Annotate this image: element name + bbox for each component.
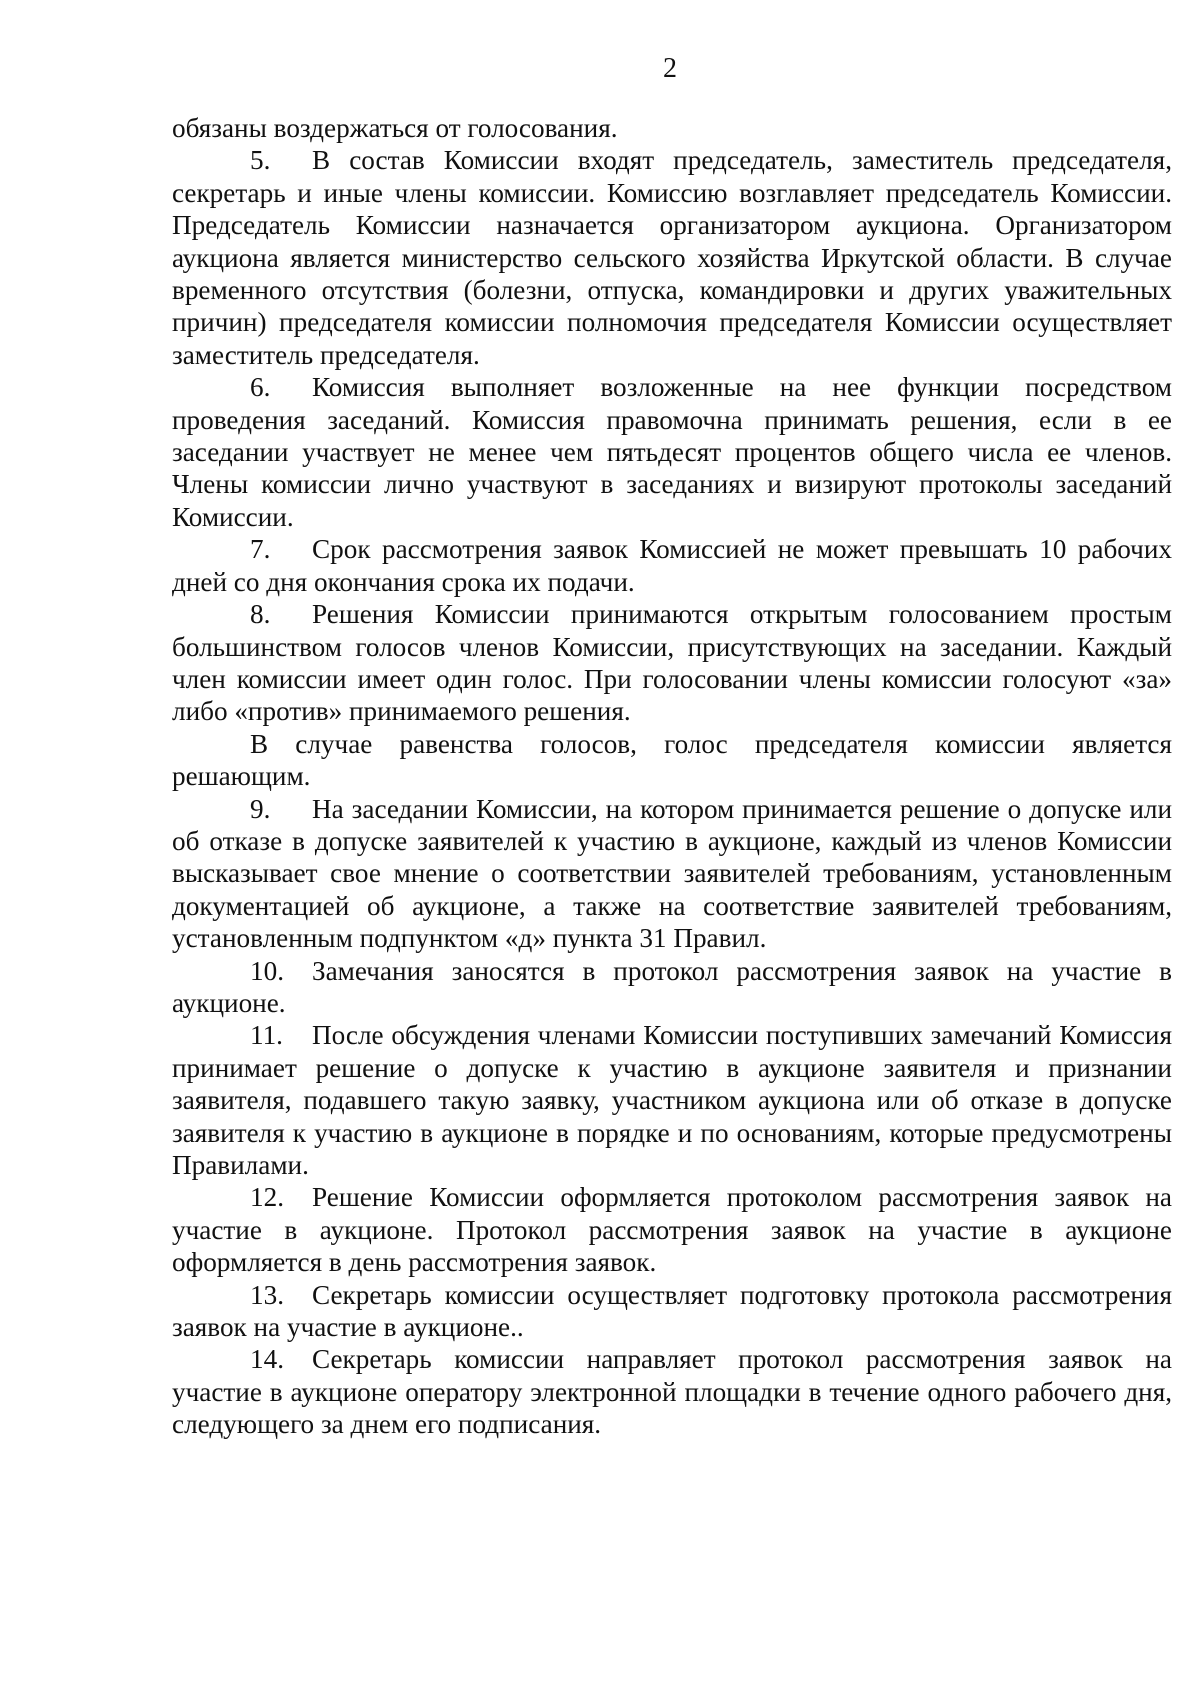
- paragraph-text: обязаны воздержаться от голосования.: [172, 113, 618, 143]
- paragraph-10: [172, 955, 1172, 1020]
- paragraph-number: 7.: [250, 534, 271, 565]
- paragraph-5: [172, 144, 1172, 371]
- paragraph-text: Решение Комиссии оформляется протоколом рассмотрения заявок на участие в аукционе. Протокол рассмотрения заявок на участие в аукционе оформляется в день рассмотрения заявок.: [172, 1182, 1172, 1278]
- paragraph-text: На заседании Комиссии, на котором принимается решение о допуске или об отказе в допуске заявителей к участию в аукционе, каждый из членов Комиссии высказывает свое мнение о соответствии заявителей требованиям, установленным документацией об аукционе, а также на соответствие заявителей требованиям, установленным подпунктом «д» пункта 31 Правил.: [172, 793, 1172, 954]
- paragraph-number: 8.: [250, 599, 271, 630]
- paragraph-text: Решения Комиссии принимаются открытым голосованием простым большинством голосов членов Комиссии, присутствующих на заседании. Каждый член комиссии имеет один голос. При голосовании члены комиссии голосуют «за» либо «против» принимаемого решения.: [172, 599, 1172, 727]
- paragraph-number: 6.: [250, 372, 271, 403]
- paragraph-text: После обсуждения членами Комиссии поступивших замечаний Комиссия принимает решение о допуске к участию в аукционе заявителя и признании заявителя, подавшего такую заявку, участником аукциона или об отказе в допуске заявителя к участию в аукционе в порядке и по основаниям, которые предусмотрены Правилами.: [172, 1020, 1172, 1180]
- paragraph-9: [172, 793, 1172, 955]
- paragraph-number: 14.: [250, 1344, 284, 1375]
- paragraph-text: Секретарь комиссии осуществляет подготовку протокола рассмотрения заявок на участие в аукционе..: [172, 1279, 1172, 1343]
- paragraph-8-continued: [172, 728, 1172, 793]
- paragraph-number: 9.: [250, 793, 271, 824]
- paragraph-13: [172, 1279, 1172, 1344]
- paragraph-text: В состав Комиссии входят председатель, заместитель председателя, секретарь и иные члены комиссии. Комиссию возглавляет председатель Комиссии. Председатель Комиссии назначается организатором аукциона. Организатором аукциона является министерство сельского хозяйства Иркутской области. В случае временного отсутствия (болезни, отпуска, командировки и других уважительных причин) председателя комиссии полномочия председателя Комиссии осуществляет заместитель председателя.: [172, 145, 1172, 370]
- paragraph-number: 11.: [250, 1020, 283, 1051]
- paragraph-number: 10.: [250, 955, 284, 986]
- paragraph-text: Секретарь комиссии направляет протокол рассмотрения заявок на участие в аукционе оператору электронной площадки в течение одного рабочего дня, следующего за днем его подписания.: [172, 1344, 1172, 1440]
- paragraph-text: В случае равенства голосов, голос председателя комиссии является решающим.: [172, 728, 1172, 792]
- paragraph-14: [172, 1343, 1172, 1440]
- paragraph-continuation: [172, 112, 1172, 144]
- page-number: 2: [663, 53, 677, 84]
- paragraph-number: 5.: [250, 145, 271, 176]
- document-body: [172, 112, 1172, 1441]
- paragraph-8: [172, 598, 1172, 728]
- paragraph-number: 12.: [250, 1182, 284, 1213]
- paragraph-11: [172, 1019, 1172, 1181]
- paragraph-text: Комиссия выполняет возложенные на нее функции посредством проведения заседаний. Комиссия правомочна принимать решения, если в ее заседании участвует не менее чем пятьдесят процентов общего числа ее членов. Члены комиссии лично участвуют в заседаниях и визируют протоколы заседаний Комиссии.: [172, 372, 1172, 532]
- paragraph-12: [172, 1181, 1172, 1278]
- paragraph-number: 13.: [250, 1279, 284, 1310]
- paragraph-7: [172, 533, 1172, 598]
- paragraph-text: Замечания заносятся в протокол рассмотрения заявок на участие в аукционе.: [172, 955, 1172, 1018]
- paragraph-text: Срок рассмотрения заявок Комиссией не может превышать 10 рабочих дней со дня окончания срока их подачи.: [172, 534, 1172, 597]
- paragraph-6: [172, 371, 1172, 533]
